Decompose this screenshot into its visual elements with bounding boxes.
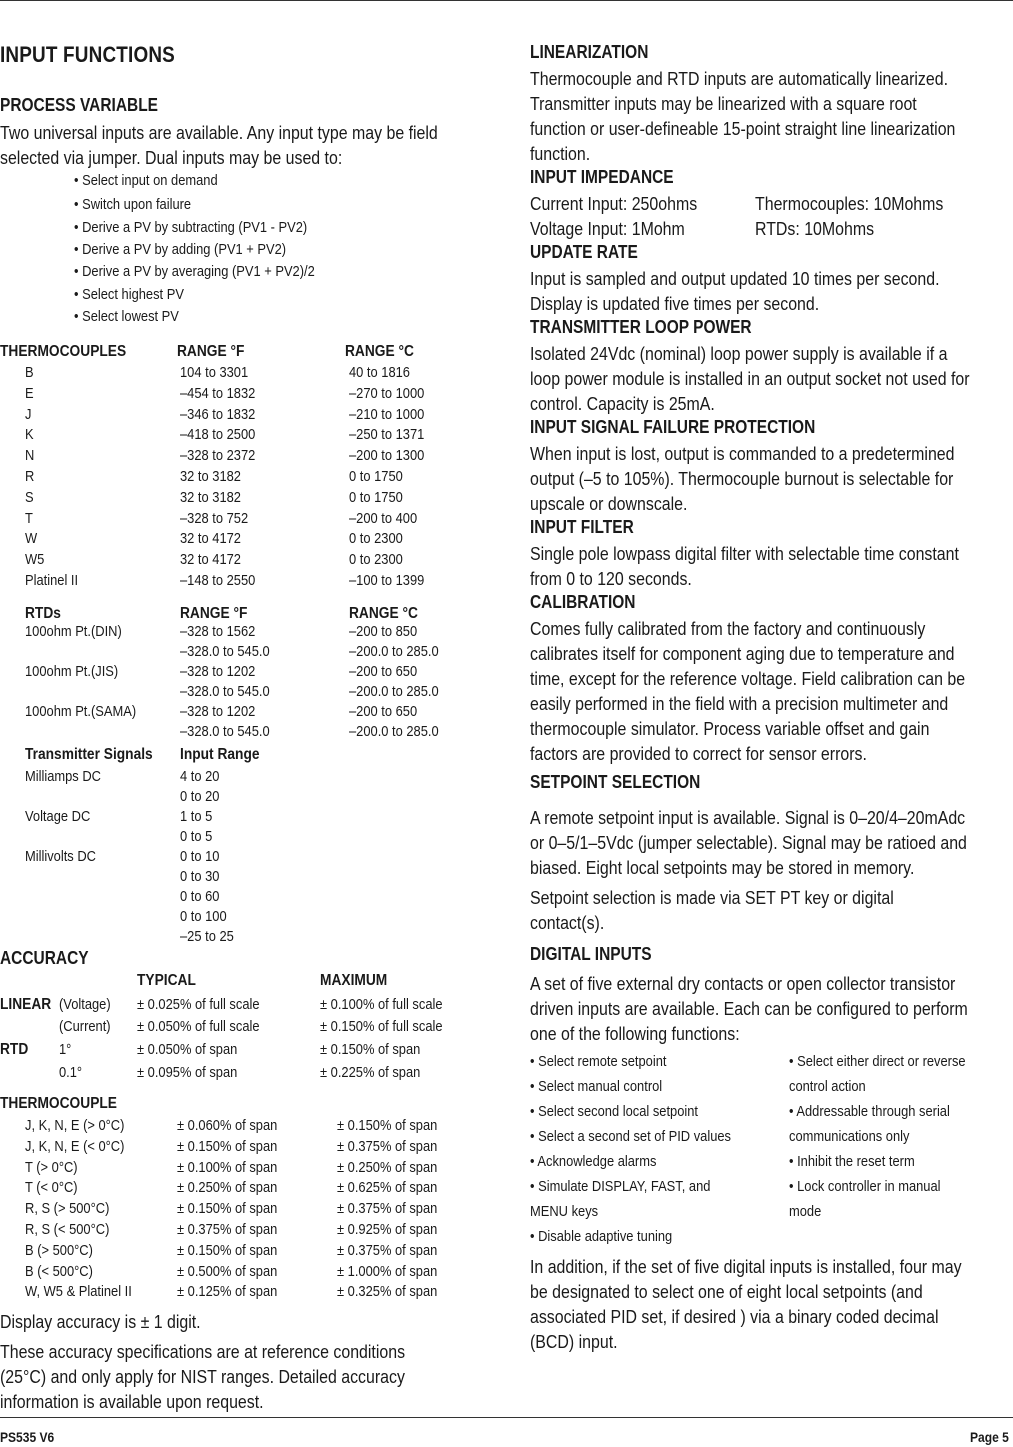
calibration-heading: CALIBRATION xyxy=(530,592,636,612)
calibration-text-line: thermocouple simulator. Process variable offset and gain xyxy=(530,718,930,739)
rtd-range-c-cell: –200.0 to 285.0 xyxy=(349,683,439,700)
tc-accuracy-type-cell: B (< 500°C) xyxy=(25,1262,93,1280)
digital-function-item: MENU keys xyxy=(530,1203,599,1220)
tc-accuracy-maximum-cell: ± 0.150% of span xyxy=(337,1117,438,1134)
pv-bullet-item: • Select lowest PV xyxy=(74,308,179,325)
top-rule xyxy=(0,0,1013,1)
conditions-line-3: information is available upon request. xyxy=(0,1391,264,1412)
calibration-text-line: time, except for the reference voltage. Field calibration can be xyxy=(530,668,966,689)
digital-function-item: mode xyxy=(789,1203,822,1220)
pv-bullet-item: • Switch upon failure xyxy=(74,196,192,213)
tc-type-cell: W5 xyxy=(25,551,45,569)
tc-accuracy-typical-cell: ± 0.250% of span xyxy=(177,1179,278,1197)
tc-range-c-cell: –250 to 1371 xyxy=(349,426,425,444)
accuracy-maximum-cell: ± 0.150% of full scale xyxy=(320,1018,443,1035)
tc-accuracy-maximum-cell: ± 1.000% of span xyxy=(337,1262,438,1280)
accuracy-maximum-cell: ± 0.150% of span xyxy=(320,1041,421,1058)
accuracy-typical-cell: ± 0.050% of span xyxy=(137,1041,238,1058)
tc-accuracy-typical-cell: ± 0.100% of span xyxy=(177,1158,278,1176)
tc-accuracy-typical-cell: ± 0.060% of span xyxy=(177,1117,278,1134)
update-rate-text-line: Display is updated five times per second. xyxy=(530,293,820,314)
linearization-text-line: function. xyxy=(530,143,591,164)
transmitter-range-cell: 0 to 10 xyxy=(180,848,220,865)
input-failure-text-line: When input is lost, output is commanded to a predetermined xyxy=(530,443,955,464)
conditions-line-2: (25°C) and only apply for NIST ranges. Detailed accuracy xyxy=(0,1366,405,1387)
tc-accuracy-typical-cell: ± 0.375% of span xyxy=(177,1221,278,1238)
tc-accuracy-maximum-cell: ± 0.375% of span xyxy=(337,1241,438,1259)
pv-bullet-item: • Derive a PV by subtracting (PV1 - PV2) xyxy=(74,219,308,236)
transmitter-range-cell: 1 to 5 xyxy=(180,808,213,825)
input-failure-text-line: output (–5 to 105%). Thermocouple burnout is selectable for xyxy=(530,468,954,489)
tc-type-cell: K xyxy=(25,426,34,444)
tc-accuracy-maximum-cell: ± 0.625% of span xyxy=(337,1179,438,1197)
digital-function-item: • Select a second set of PID values xyxy=(530,1128,731,1145)
transmitter-range-cell: –25 to 25 xyxy=(180,928,234,945)
input-failure-text-line: upscale or downscale. xyxy=(530,493,688,514)
tc-range-c-cell: 0 to 1750 xyxy=(349,488,403,506)
linearization-heading: LINEARIZATION xyxy=(530,42,649,62)
thermocouples-header: THERMOCOUPLES xyxy=(0,343,127,360)
tc-type-cell: T xyxy=(25,509,33,527)
tc-type-cell: E xyxy=(25,384,34,402)
tc-accuracy-type-cell: B (> 500°C) xyxy=(25,1241,93,1259)
input-filter-text-line: from 0 to 120 seconds. xyxy=(530,568,692,589)
digital-function-item: • Simulate DISPLAY, FAST, and xyxy=(530,1178,711,1195)
accuracy-subtype-cell: 0.1° xyxy=(59,1064,83,1081)
tc-accuracy-typical-cell: ± 0.150% of span xyxy=(177,1200,278,1218)
tc-accuracy-typical-cell: ± 0.125% of span xyxy=(177,1283,278,1301)
digital-function-item: • Select manual control xyxy=(530,1078,663,1095)
accuracy-maximum-cell: ± 0.100% of full scale xyxy=(320,996,443,1013)
update-rate-text-line: Input is sampled and output updated 10 times per second. xyxy=(530,268,940,289)
accuracy-maximum-header: MAXIMUM xyxy=(320,972,388,989)
tc-range-f-cell: 104 to 3301 xyxy=(180,364,249,381)
input-range-header: Input Range xyxy=(180,746,260,763)
rtd-type-cell: 100ohm Pt.(JIS) xyxy=(25,663,119,680)
accuracy-typical-header: TYPICAL xyxy=(137,972,196,989)
digital-closing-line: In addition, if the set of five digital inputs is installed, four may xyxy=(530,1256,962,1277)
footer-document-id: PS535 V6 xyxy=(0,1429,55,1445)
setpoint-text-line: A remote setpoint input is available. Signal is 0–20/4–20mAdc xyxy=(530,807,966,828)
tc-type-cell: R xyxy=(25,468,35,485)
rtd-range-c-cell: –200 to 650 xyxy=(349,703,418,720)
pv-text-2: selected via jumper. Dual inputs may be used to: xyxy=(0,147,343,168)
input-filter-heading: INPUT FILTER xyxy=(530,517,634,537)
input-failure-heading: INPUT SIGNAL FAILURE PROTECTION xyxy=(530,417,816,437)
tc-accuracy-type-cell: T (> 0°C) xyxy=(25,1158,78,1176)
bottom-rule xyxy=(0,1417,1013,1418)
impedance-sensor-cell: RTDs: 10Mohms xyxy=(755,218,875,239)
digital-function-item: • Select either direct or reverse xyxy=(789,1053,966,1070)
tc-range-f-cell: 32 to 4172 xyxy=(180,551,241,569)
setpoint-text-line: Setpoint selection is made via SET PT key or digital xyxy=(530,887,894,908)
input-filter-text-line: Single pole lowpass digital filter with selectable time constant xyxy=(530,543,959,564)
transmitter-type-cell: Voltage DC xyxy=(25,808,91,825)
tc-accuracy-type-cell: T (< 0°C) xyxy=(25,1179,78,1197)
linearization-text-line: Transmitter inputs may be linearized with a square root xyxy=(530,93,917,114)
range-f-header: RANGE °F xyxy=(177,343,245,360)
rtd-range-c-cell: –200.0 to 285.0 xyxy=(349,723,439,740)
tc-range-f-cell: –328 to 752 xyxy=(180,509,249,527)
loop-power-text-line: control. Capacity is 25mA. xyxy=(530,393,715,414)
tc-accuracy-maximum-cell: ± 0.325% of span xyxy=(337,1283,438,1301)
digital-inputs-text-line: driven inputs are available. Each can be configured to perform xyxy=(530,998,968,1019)
tc-accuracy-type-cell: R, S (> 500°C) xyxy=(25,1200,110,1218)
tc-accuracy-type-cell: J, K, N, E (< 0°C) xyxy=(25,1137,125,1155)
accuracy-maximum-cell: ± 0.225% of span xyxy=(320,1064,421,1081)
loop-power-text-line: loop power module is installed in an output socket not used for xyxy=(530,368,970,389)
digital-inputs-text-line: A set of five external dry contacts or open collector transistor xyxy=(530,973,956,994)
pv-bullet-item: • Select highest PV xyxy=(74,286,184,303)
calibration-text-line: easily performed in the field with a precision multimeter and xyxy=(530,693,949,714)
tc-accuracy-type-cell: J, K, N, E (> 0°C) xyxy=(25,1117,125,1134)
digital-inputs-text-line: one of the following functions: xyxy=(530,1023,740,1044)
setpoint-text-line: contact(s). xyxy=(530,912,605,933)
digital-function-item: • Disable adaptive tuning xyxy=(530,1228,673,1245)
tc-range-c-cell: 40 to 1816 xyxy=(349,364,410,381)
rtd-type-cell: 100ohm Pt.(SAMA) xyxy=(25,703,137,720)
process-variable-heading: PROCESS VARIABLE xyxy=(0,95,158,115)
pv-bullet-item: • Derive a PV by averaging (PV1 + PV2)/2 xyxy=(74,263,315,280)
tc-accuracy-maximum-cell: ± 0.925% of span xyxy=(337,1221,438,1238)
tc-type-cell: W xyxy=(25,530,38,548)
loop-power-heading: TRANSMITTER LOOP POWER xyxy=(530,317,752,337)
tc-type-cell: Platinel II xyxy=(25,572,79,589)
transmitter-signals-header: Transmitter Signals xyxy=(25,746,153,763)
tc-accuracy-type-cell: W, W5 & Platinel II xyxy=(25,1283,132,1301)
tc-accuracy-typical-cell: ± 0.150% of span xyxy=(177,1241,278,1259)
digital-function-item: • Addressable through serial xyxy=(789,1103,950,1120)
rtd-range-c-cell: –200 to 850 xyxy=(349,623,418,640)
tc-range-f-cell: –346 to 1832 xyxy=(180,405,256,423)
tc-range-f-cell: –454 to 1832 xyxy=(180,384,256,402)
rtd-type-cell: 100ohm Pt.(DIN) xyxy=(25,623,122,640)
impedance-input-cell: Current Input: 250ohms xyxy=(530,193,698,214)
footer-page-number: Page 5 xyxy=(970,1429,1009,1445)
tc-range-f-cell: –328 to 2372 xyxy=(180,447,256,465)
tc-accuracy-maximum-cell: ± 0.375% of span xyxy=(337,1200,438,1218)
accuracy-subtype-cell: (Voltage) xyxy=(59,996,111,1013)
accuracy-typical-cell: ± 0.025% of full scale xyxy=(137,996,260,1013)
tc-range-c-cell: –210 to 1000 xyxy=(349,405,425,423)
conditions-line-1: These accuracy specifications are at reference conditions xyxy=(0,1341,406,1362)
tc-range-f-cell: –148 to 2550 xyxy=(180,572,256,589)
tc-accuracy-maximum-cell: ± 0.375% of span xyxy=(337,1137,438,1155)
tc-range-c-cell: 0 to 2300 xyxy=(349,551,403,569)
digital-function-item: • Select second local setpoint xyxy=(530,1103,699,1120)
impedance-sensor-cell: Thermocouples: 10Mohms xyxy=(755,193,944,214)
tc-range-c-cell: –200 to 400 xyxy=(349,509,418,527)
rtds-header: RTDs xyxy=(25,605,61,622)
thermocouple-accuracy-heading: THERMOCOUPLE xyxy=(0,1095,117,1112)
tc-range-c-cell: –100 to 1399 xyxy=(349,572,425,589)
tc-range-c-cell: –270 to 1000 xyxy=(349,384,425,402)
rtd-range-c-cell: –200.0 to 285.0 xyxy=(349,643,439,660)
digital-closing-line: associated PID set, if desired ) via a binary coded decimal xyxy=(530,1306,939,1327)
rtd-range-f-cell: –328.0 to 545.0 xyxy=(180,683,270,700)
page-title: INPUT FUNCTIONS xyxy=(0,42,175,67)
linearization-text-line: Thermocouple and RTD inputs are automatically linearized. xyxy=(530,68,949,89)
rtd-range-c-cell: –200 to 650 xyxy=(349,663,418,680)
rtd-range-f-cell: –328 to 1562 xyxy=(180,623,256,640)
digital-closing-line: be designated to select one of eight local setpoints (and xyxy=(530,1281,923,1302)
tc-type-cell: S xyxy=(25,488,34,506)
input-impedance-heading: INPUT IMPEDANCE xyxy=(530,167,674,187)
accuracy-heading: ACCURACY xyxy=(0,948,89,968)
pv-bullet-item: • Derive a PV by adding (PV1 + PV2) xyxy=(74,241,287,258)
digital-function-item: control action xyxy=(789,1078,866,1095)
setpoint-selection-heading: SETPOINT SELECTION xyxy=(530,772,701,792)
digital-function-item: • Acknowledge alarms xyxy=(530,1153,657,1170)
transmitter-range-cell: 0 to 30 xyxy=(180,868,220,885)
tc-range-c-cell: –200 to 1300 xyxy=(349,447,425,465)
transmitter-type-cell: Milliamps DC xyxy=(25,768,101,785)
rtd-range-f-header: RANGE °F xyxy=(180,605,248,622)
display-accuracy-note: Display accuracy is ± 1 digit. xyxy=(0,1311,201,1332)
digital-function-item: communications only xyxy=(789,1128,910,1145)
digital-function-item: • Select remote setpoint xyxy=(530,1053,667,1070)
pv-text-1: Two universal inputs are available. Any input type may be field xyxy=(0,122,438,143)
calibration-text-line: Comes fully calibrated from the factory and continuously xyxy=(530,618,926,639)
rtd-range-f-cell: –328.0 to 545.0 xyxy=(180,723,270,740)
tc-range-f-cell: 32 to 4172 xyxy=(180,530,241,548)
transmitter-type-cell: Millivolts DC xyxy=(25,848,96,865)
tc-accuracy-type-cell: R, S (< 500°C) xyxy=(25,1221,110,1238)
rtd-range-f-cell: –328 to 1202 xyxy=(180,703,256,720)
accuracy-category-cell: LINEAR xyxy=(0,996,52,1013)
linearization-text-line: function or user-defineable 15-point straight line linearization xyxy=(530,118,956,139)
tc-type-cell: J xyxy=(25,405,32,423)
accuracy-category-cell: RTD xyxy=(0,1041,29,1058)
accuracy-subtype-cell: (Current) xyxy=(59,1018,111,1035)
tc-range-f-cell: –418 to 2500 xyxy=(180,426,256,444)
tc-range-f-cell: 32 to 3182 xyxy=(180,468,241,485)
setpoint-text-line: biased. Eight local setpoints may be stored in memory. xyxy=(530,857,915,878)
transmitter-range-cell: 0 to 100 xyxy=(180,908,227,925)
tc-range-f-cell: 32 to 3182 xyxy=(180,488,241,506)
pv-bullet-item: • Select input on demand xyxy=(74,172,218,189)
tc-type-cell: B xyxy=(25,364,34,381)
setpoint-text-line: or 0–5/1–5Vdc (jumper selectable). Signal may be ratioed and xyxy=(530,832,967,853)
impedance-input-cell: Voltage Input: 1Mohm xyxy=(530,218,685,239)
accuracy-subtype-cell: 1° xyxy=(59,1041,72,1058)
tc-accuracy-maximum-cell: ± 0.250% of span xyxy=(337,1158,438,1176)
accuracy-typical-cell: ± 0.050% of full scale xyxy=(137,1018,260,1035)
tc-accuracy-typical-cell: ± 0.500% of span xyxy=(177,1262,278,1280)
rtd-range-f-cell: –328 to 1202 xyxy=(180,663,256,680)
update-rate-heading: UPDATE RATE xyxy=(530,242,638,262)
transmitter-range-cell: 0 to 60 xyxy=(180,888,220,905)
digital-closing-line: (BCD) input. xyxy=(530,1331,618,1352)
calibration-text-line: factors are provided to correct for sensor errors. xyxy=(530,743,867,764)
transmitter-range-cell: 4 to 20 xyxy=(180,768,220,785)
loop-power-text-line: Isolated 24Vdc (nominal) loop power supply is available if a xyxy=(530,343,948,364)
tc-type-cell: N xyxy=(25,447,35,465)
tc-range-c-cell: 0 to 1750 xyxy=(349,468,403,485)
range-c-header: RANGE °C xyxy=(345,343,414,360)
tc-range-c-cell: 0 to 2300 xyxy=(349,530,403,548)
digital-function-item: • Inhibit the reset term xyxy=(789,1153,915,1170)
digital-function-item: • Lock controller in manual xyxy=(789,1178,941,1195)
rtd-range-f-cell: –328.0 to 545.0 xyxy=(180,643,270,660)
digital-inputs-heading: DIGITAL INPUTS xyxy=(530,944,652,964)
rtd-range-c-header: RANGE °C xyxy=(349,605,418,622)
calibration-text-line: calibrates itself for component aging due to temperature and xyxy=(530,643,955,664)
transmitter-range-cell: 0 to 20 xyxy=(180,788,220,805)
transmitter-range-cell: 0 to 5 xyxy=(180,828,213,845)
tc-accuracy-typical-cell: ± 0.150% of span xyxy=(177,1137,278,1155)
accuracy-typical-cell: ± 0.095% of span xyxy=(137,1064,238,1081)
